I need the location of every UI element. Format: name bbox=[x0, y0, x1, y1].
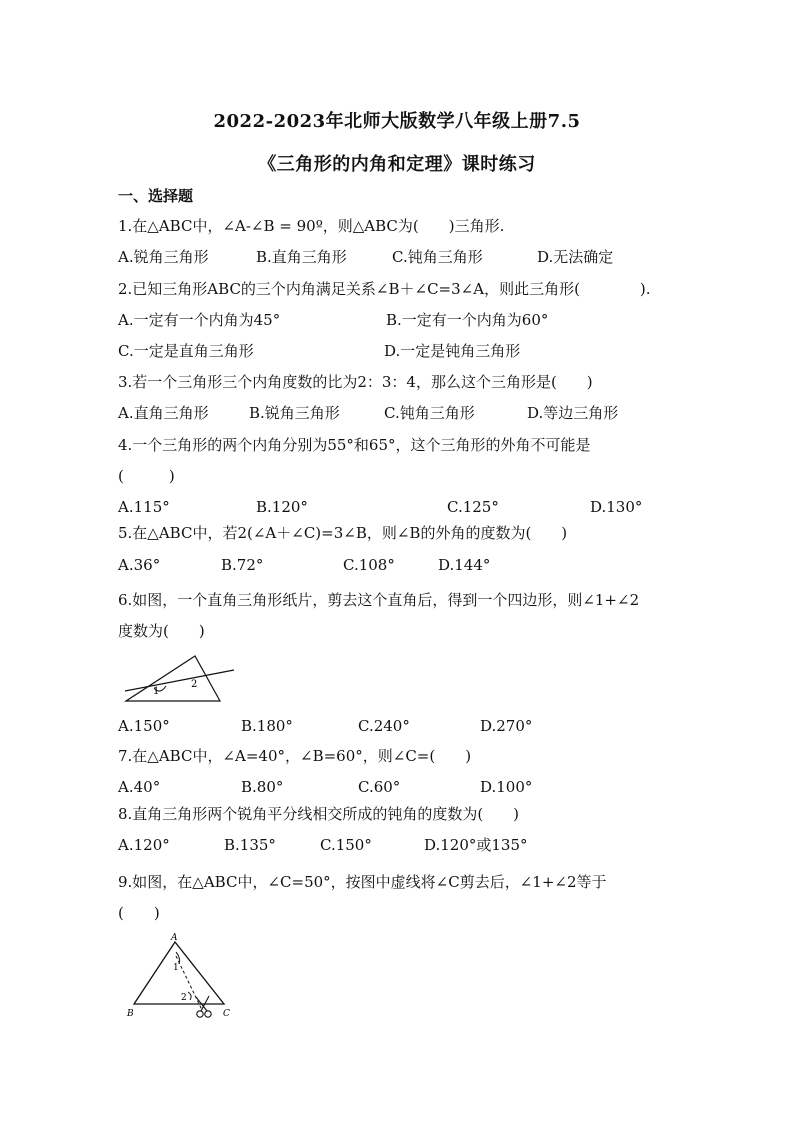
question-4-option-d: D.130° bbox=[590, 498, 643, 516]
question-3-option-a: A.直角三角形 bbox=[118, 404, 209, 422]
question-5-option-a: A.36° bbox=[118, 556, 161, 574]
question-6-option-d: D.270° bbox=[480, 717, 533, 735]
question-8-option-b: B.135° bbox=[224, 836, 276, 854]
question-7-option-d: D.100° bbox=[480, 778, 533, 796]
question-3-option-c: C.钝角三角形 bbox=[384, 404, 475, 422]
figure-q9-label-1: 1 bbox=[173, 963, 179, 973]
figure-q9-label-c: C bbox=[223, 1009, 230, 1019]
question-4-option-a: A.115° bbox=[118, 498, 170, 516]
question-3-option-d: D.等边三角形 bbox=[527, 404, 619, 422]
question-7-option-b: B.80° bbox=[241, 778, 284, 796]
question-1-option-b: B.直角三角形 bbox=[256, 248, 347, 266]
question-6-stem-cont: 度数为( ) bbox=[118, 622, 205, 640]
figure-q6-triangle bbox=[126, 656, 220, 701]
question-8-stem: 8.直角三角形两个锐角平分线相交所成的钝角的度数为( ) bbox=[118, 805, 520, 823]
question-8-option-d: D.120°或135° bbox=[424, 836, 528, 854]
question-2-stem: 2.已知三角形ABC的三个内角满足关系∠B＋∠C=3∠A，则此三角形( ). bbox=[118, 280, 651, 298]
question-7-stem: 7.在△ABC中，∠A=40°，∠B=60°，则∠C=( ) bbox=[118, 747, 472, 765]
question-1-option-a: A.锐角三角形 bbox=[118, 248, 209, 266]
section-heading: 一、选择题 bbox=[118, 187, 194, 205]
question-8-option-c: C.150° bbox=[320, 836, 372, 854]
figure-q9-cut-line bbox=[176, 956, 202, 1010]
question-2-option-d: D.一定是钝角三角形 bbox=[384, 342, 521, 360]
question-8-option-a: A.120° bbox=[118, 836, 170, 854]
figure-q6-label-2: 2 bbox=[191, 679, 198, 690]
question-4-stem: 4.一个三角形的两个内角分别为55°和65°，这个三角形的外角不可能是 bbox=[118, 436, 591, 454]
figure-q9-label-a: A bbox=[171, 933, 178, 943]
question-2-option-c: C.一定是直角三角形 bbox=[118, 342, 254, 360]
figure-q9-label-2: 2 bbox=[181, 993, 187, 1003]
question-1-option-d: D.无法确定 bbox=[537, 248, 614, 266]
question-5-stem: 5.在△ABC中，若2(∠A＋∠C)=3∠B，则∠B的外角的度数为( ) bbox=[118, 524, 568, 542]
figure-q9-triangle bbox=[134, 942, 224, 1004]
question-2-option-b: B.一定有一个内角为60° bbox=[386, 311, 549, 329]
question-4-stem-cont: ( ) bbox=[118, 467, 175, 485]
figure-q9-label-b: B bbox=[127, 1009, 134, 1019]
page-subtitle: 《三角形的内角和定理》课时练习 bbox=[258, 154, 536, 175]
question-3-option-b: B.锐角三角形 bbox=[249, 404, 340, 422]
question-6-option-c: C.240° bbox=[358, 717, 410, 735]
question-1-option-c: C.钝角三角形 bbox=[392, 248, 483, 266]
question-6-option-b: B.180° bbox=[241, 717, 293, 735]
page-title: 2022-2023年北师大版数学八年级上册7.5 bbox=[213, 111, 581, 132]
question-7-option-c: C.60° bbox=[358, 778, 401, 796]
question-3-stem: 3.若一个三角形三个内角度数的比为2：3：4，那么这个三角形是( ) bbox=[118, 373, 593, 391]
figure-q6-label-1: 1 bbox=[153, 686, 160, 697]
question-4-option-c: C.125° bbox=[447, 498, 499, 516]
figure-q6-cut-line bbox=[125, 670, 234, 691]
figure-q6-cut-triangle bbox=[120, 650, 240, 706]
question-7-option-a: A.40° bbox=[118, 778, 161, 796]
question-6-stem: 6.如图，一个直角三角形纸片，剪去这个直角后，得到一个四边形，则∠1+∠2 bbox=[118, 591, 640, 609]
question-5-option-d: D.144° bbox=[438, 556, 491, 574]
question-5-option-b: B.72° bbox=[221, 556, 264, 574]
question-1-stem: 1.在△ABC中，∠A-∠B = 90º，则△ABC为( )三角形. bbox=[118, 217, 505, 235]
question-9-stem-cont: ( ) bbox=[118, 904, 160, 922]
figure-q9-triangle-abc bbox=[124, 930, 236, 1022]
figure-q9-angle-2-arc bbox=[188, 992, 191, 1000]
question-9-stem: 9.如图，在△ABC中，∠C=50°，按图中虚线将∠C剪去后，∠1+∠2等于 bbox=[118, 873, 607, 891]
scissors-icon bbox=[196, 996, 211, 1017]
question-4-option-b: B.120° bbox=[256, 498, 308, 516]
question-5-option-c: C.108° bbox=[343, 556, 395, 574]
question-2-option-a: A.一定有一个内角为45° bbox=[118, 311, 281, 329]
question-6-option-a: A.150° bbox=[118, 717, 170, 735]
